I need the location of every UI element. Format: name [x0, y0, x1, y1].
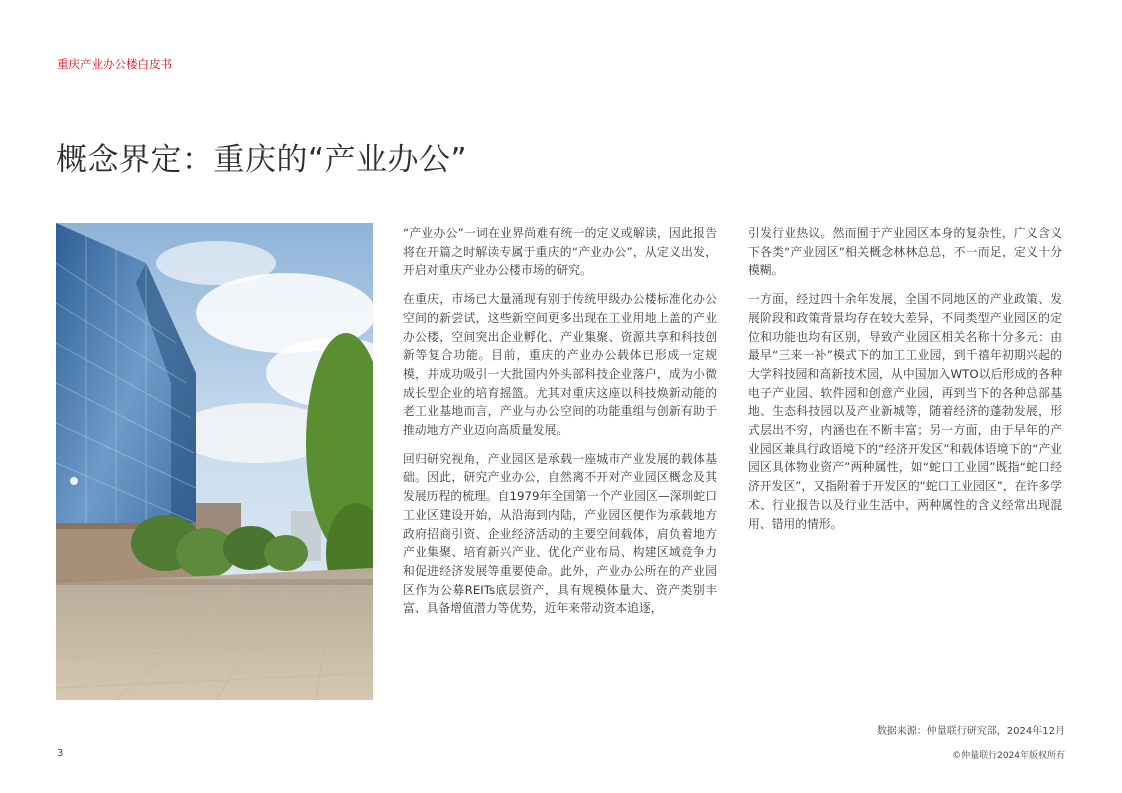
page-number: 3	[57, 748, 64, 759]
copyright-notice: ©仲量联行2024年版权所有	[952, 751, 1065, 761]
office-building-photo	[56, 223, 373, 700]
page-title: 概念界定：重庆的“产业办公”	[56, 142, 468, 178]
paragraph: 一方面，经过四十余年发展，全国不同地区的产业政策、发展阶段和政策背景均存在较大差异，不同类型产业园区的定位和功能也均有区别，导致产业园区相关名称十分多元：由最早“三来一补”模式下的加工工业园，到千禧年初期兴起的大学科技园和高新技术园，从中国加入WTO以后形成的各种电子产业园、软件园和创意产业园，再到当下的各种总部基地、生态科技园以及产业新城等，随着经济的蓬勃发展，形式层出不穷，内涵也在不断丰富；另一方面，由于早年的产业园区兼具行政语境下的“经济开发区”和载体语境下的“产业园区具体物业资产”两种属性，如“蛇口工业园”既指“蛇口经济开发区”，又指附着于开发区的“蛇口工业园区”，在许多学术、行业报告以及行业生活中，两种属性的含义经常出现混用、错用的情形。	[748, 292, 1062, 531]
body-column-right	[748, 224, 1062, 543]
document-label: 重庆产业办公楼白皮书	[57, 57, 172, 71]
paragraph: 回归研究视角，产业园区是承载一座城市产业发展的载体基础。因此，研究产业办公，自然离不开对产业园区概念及其发展历程的梳理。自1979年全国第一个产业园区—深圳蛇口工业区建设开始，从沿海到内陆，产业园区便作为承载地方政府招商引资、企业经济活动的主要空间载体，肩负着地方产业集聚、培育新兴产业、优化产业布局、构建区域竞争力和促进经济发展等重要使命。此外，产业办公所在的产业园区作为公募REITs底层资产，具有规模体量大、资产类别丰富、具备增值潜力等优势，近年来带动资本追逐，	[403, 451, 717, 616]
data-source-note: 数据来源：仲量联行研究部，2024年12月	[876, 726, 1065, 737]
paragraph: “产业办公”一词在业界尚难有统一的定义或解读，因此报告将在开篇之时解读专属于重庆的“产业办公”，从定义出发，开启对重庆产业办公楼市场的研究。	[403, 226, 717, 278]
body-column-left	[403, 224, 717, 628]
paragraph: 引发行业热议。然而囿于产业园区本身的复杂性，广义含义下各类“产业园区”相关概念林林总总，不一而足，定义十分模糊。	[748, 226, 1062, 278]
paragraph: 在重庆，市场已大量涌现有别于传统甲级办公楼标准化办公空间的新尝试，这些新空间更多出现在工业用地上盖的产业办公楼，空间突出企业孵化、产业集聚、资源共享和科技创新等复合功能。目前，重庆的产业办公载体已形成一定规模，并成功吸引一大批国内外头部科技企业落户，成为小微成长型企业的培育摇篮。尤其对重庆这座以科技焕新动能的老工业基地而言，产业与办公空间的功能重组与创新有助于推动地方产业迈向高质量发展。	[403, 292, 717, 438]
